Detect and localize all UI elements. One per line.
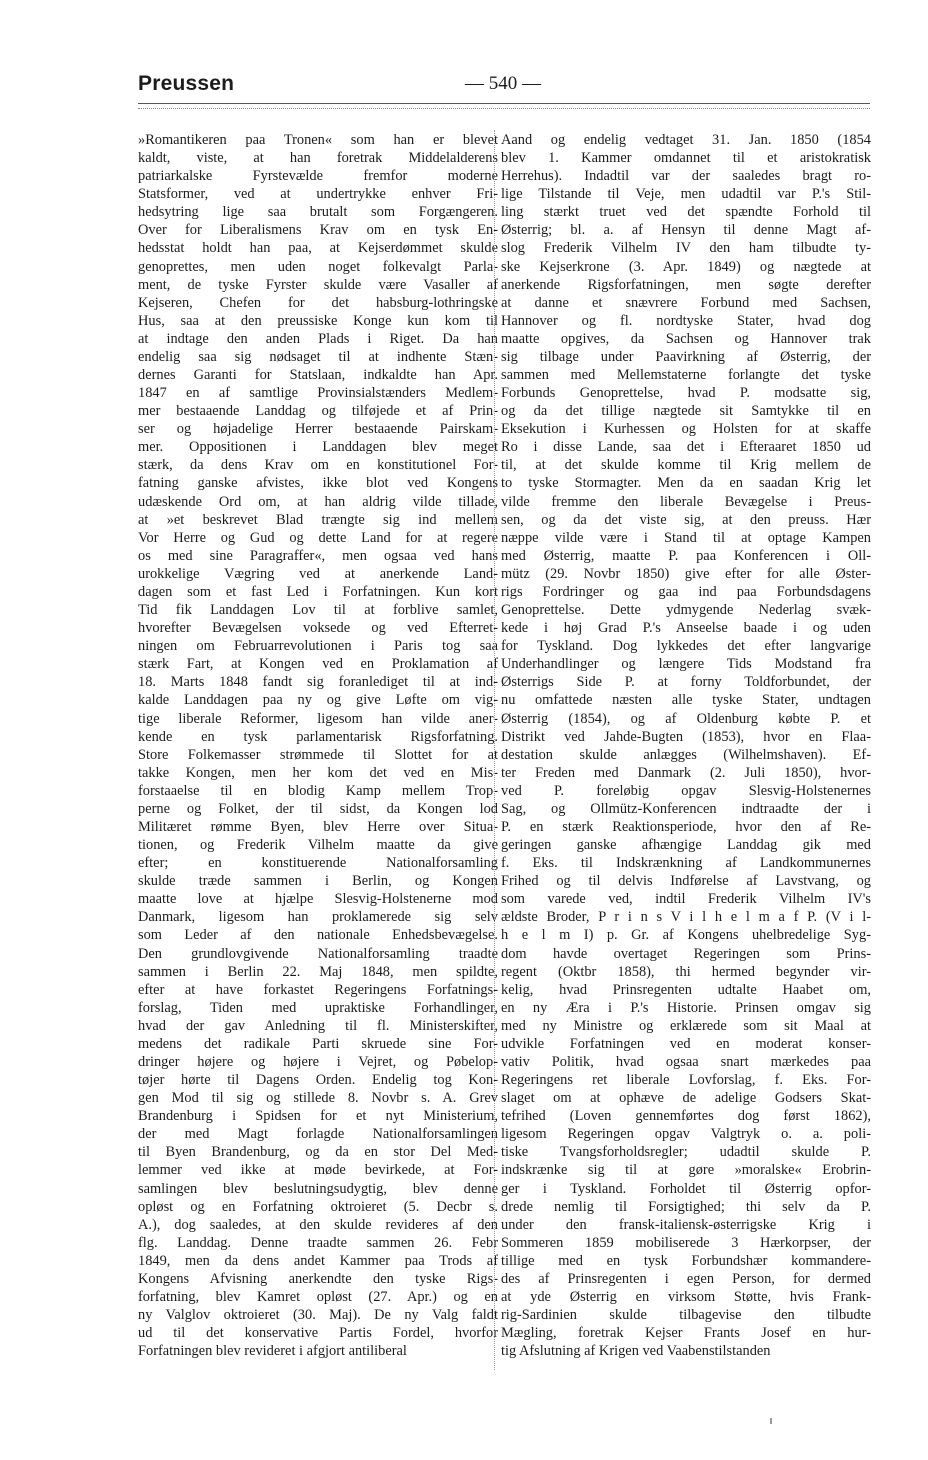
text-line: forstaaelse til en blodig Kamp mellem Trop- <box>138 782 498 799</box>
text-line: patriarkalske Fyrstevælde fremfor moderne <box>138 168 498 185</box>
text-line: ældste Broder, P r i n s V i l h e l m a f P. (V i l- <box>501 909 871 926</box>
text-line: slog Frederik Vilhelm IV den ham tilbudte ty- <box>501 240 871 257</box>
text-line: kalde Landdagen paa ny og give Løfte om vig- <box>138 692 498 709</box>
text-line: efter at have forkastet Regeringens Forfatnings- <box>138 981 498 998</box>
text-line: medens det radikale Parti skruede sine For- <box>138 1035 498 1052</box>
text-line: som Leder af den nationale Enhedsbevægelse. <box>138 927 498 944</box>
text-line: blev 1. Kammer omdannet til et aristokratisk <box>501 150 871 167</box>
text-line: os med sine Paragraffer«, men ogsaa ved hans <box>138 547 498 564</box>
text-line: opløst og en Forfatning oktroieret (5. Decbr s. <box>138 1198 498 1215</box>
text-line: samlingen blev beslutningsudygtig, blev denne <box>138 1180 498 1197</box>
text-line: des af Prinsregenten i egen Person, for dermed <box>501 1270 871 1287</box>
text-line: tionen, og Frederik Vilhelm maatte da give <box>138 837 498 854</box>
text-line: Over for Liberalismens Krav om en tysk En- <box>138 222 498 239</box>
text-line: A.), dog saaledes, at den skulde revideres af den <box>138 1216 498 1233</box>
text-line: gen Mod til sig og stillede 8. Novbr s. A. Grev <box>138 1090 498 1107</box>
text-line: ger i Tyskland. Forholdet til Østerrig opfor- <box>501 1180 871 1197</box>
text-line: hvorefter Bevægelsen voksede og ved Efterret- <box>138 620 498 637</box>
text-line: ment, de tyske Fyrster skulde være Vasaller af <box>138 276 498 293</box>
text-line: dom havde overtaget Regeringen som Prins- <box>501 945 871 962</box>
text-line: anerkende Rigsforfatningen, men søgte derefter <box>501 276 871 293</box>
text-line: Vor Herre og Gud og dette Land for at regere <box>138 529 498 546</box>
text-line: drede nemlig til Forsigtighed; thi selv da P. <box>501 1198 871 1215</box>
text-line: geringen ganske afhængige Landdag gik med <box>501 837 871 854</box>
text-line: ud til det konservative Partis Fordel, hvorfor <box>138 1325 498 1342</box>
text-line: h e l m I) p. Gr. af Kongens uhelbredelige Syg- <box>501 927 871 944</box>
text-line: ske Kejserkrone (3. Apr. 1849) og nægtede at <box>501 258 871 275</box>
running-head <box>138 70 870 102</box>
text-line: genoprettes, men uden noget folkevalgt Parla- <box>138 258 498 275</box>
text-line: »Romantikeren paa Tronen« som han er blevet <box>138 132 498 148</box>
text-line: ter Freden med Danmark (2. Juli 1850), hvor- <box>501 764 871 781</box>
text-line: stærk Fart, at Kongen ved en Proklamation af <box>138 656 498 673</box>
text-line: P. en stærk Reaktionsperiode, hvor den af Re- <box>501 818 871 835</box>
text-line: til Byen Brandenburg, og da en stor Del Med- <box>138 1144 498 1161</box>
text-line: ling stærkt truet ved det spændte Forhold til <box>501 204 871 221</box>
text-line: indskrænke sig til at gøre »moralske« Erobrin- <box>501 1162 871 1179</box>
text-line: der med Magt forlagde Nationalforsamlingen <box>138 1126 498 1143</box>
text-line: Genoprettelse. Dette ydmygende Nederlag svæk- <box>501 602 871 619</box>
text-line: mer bestaaende Landdag og tilføjede et af Prin- <box>138 403 498 420</box>
header-rule-dotted <box>138 108 870 109</box>
text-line: regent (Oktbr 1858), thi hermed begynder vir- <box>501 963 871 980</box>
text-line: næppe vilde være i Stand til at optage Kampen <box>501 529 871 546</box>
text-line: Aand og endelig vedtaget 31. Jan. 1850 (1854 <box>501 132 871 148</box>
text-line: hedsytring lige saa brutalt som Forgængeren. <box>138 204 498 221</box>
text-line: maatte love at hjælpe Slesvig-Holstenerne mod <box>138 891 498 908</box>
text-line: destation skulde anlægges (Wilhelmshaven). Ef- <box>501 746 871 763</box>
text-line: vativ Politik, hvad ogsaa snart mærkedes paa <box>501 1053 871 1070</box>
text-line: sig tilbage under Paavirkning af Østerrig, der <box>501 348 871 365</box>
text-line: kende en tysk parlamentarisk Rigsforfatning. <box>138 728 498 745</box>
text-line: under den fransk-italiensk-østerrigske Krig i <box>501 1216 871 1233</box>
text-line: Forfatningen blev revideret i afgjort antiliberal <box>138 1343 407 1360</box>
text-line: lige Tilstande til Veje, men udadtil var P.'s Stil- <box>501 186 871 203</box>
text-line: Mægling, foretrak Kejser Frants Josef en hur- <box>501 1325 871 1342</box>
text-line: og da det tillige nægtede sit Samtykke til en <box>501 403 871 420</box>
text-line: til, at det skulde komme til Krig mellem de <box>501 457 871 474</box>
text-line: forslag, Tiden med upraktiske Forhandlinger, <box>138 999 498 1016</box>
text-line: Ro i disse Lande, saa det i Efteraaret 1850 ud <box>501 439 871 456</box>
page-title: Preussen <box>138 72 235 95</box>
text-line: mer. Oppositionen i Landdagen blev meget <box>138 439 498 456</box>
text-line: Brandenburg i Spidsen for et nyt Ministerium, <box>138 1108 498 1125</box>
text-line: tige liberale Reformer, ligesom han vilde aner- <box>138 710 498 727</box>
text-line: Hus, saa at den preussiske Konge kun kom til <box>138 312 498 329</box>
text-line: ser og højadelige Herrer bestaaende Pairskam- <box>138 421 498 438</box>
text-line: Hannover og fl. nordtyske Stater, hvad dog <box>501 312 871 329</box>
text-line: med Østerrig, maatte P. paa Konferencen i Oll- <box>501 547 871 564</box>
text-line: Østerrig (1854), og af Oldenburg købte P. et <box>501 710 871 727</box>
text-line: Eksekution i Kurhessen og Holsten for at skaffe <box>501 421 871 438</box>
text-line: Kongens Afvisning anerkendte den tyske Rigs- <box>138 1270 498 1287</box>
text-line: vilde fremme den liberale Bevægelse i Preus- <box>501 493 871 510</box>
text-line: ny Valglov oktroieret (30. Maj). De ny Valg faldt <box>138 1307 498 1324</box>
text-line: Forbunds Genoprettelse, hvad P. modsatte sig, <box>501 385 871 402</box>
text-line: Sommeren 1859 mobiliserede 3 Hærkorpser, der <box>501 1234 871 1251</box>
text-line: at indtage den anden Plads i Riget. Da han <box>138 330 498 347</box>
text-line: Militæret rømme Byen, blev Herre over Situa- <box>138 818 498 835</box>
text-line: f. Eks. til Indskrænkning af Landkommunernes <box>501 855 871 872</box>
text-line: tig Afslutning af Krigen ved Vaabenstilstanden <box>501 1343 771 1360</box>
text-line: Østerrig; bl. a. af Hensyn til denne Magt af- <box>501 222 871 239</box>
text-line: Tid fik Landdagen Lov til at forblive samlet, <box>138 602 498 619</box>
text-line: skulde træde sammen i Berlin, og Kongen <box>138 873 498 890</box>
text-line: kelig, hvad Prinsregenten udtalte Haabet om, <box>501 981 871 998</box>
text-line: Store Folkemasser strømmede til Slottet for at <box>138 746 498 763</box>
text-line: Regeringens ret liberale Lovforslag, f. Eks. For- <box>501 1072 871 1089</box>
text-line: udæskende Ord om, at han aldrig vilde tillade, <box>138 493 498 510</box>
text-line: nu omfattede næsten alle tyske Stater, undtagen <box>501 692 871 709</box>
page-mark <box>770 1418 772 1424</box>
text-line: stærk, da dens Krav om en konstitutionel For- <box>138 457 498 474</box>
text-line: perne og Folket, der til sidst, da Kongen lod <box>138 800 498 817</box>
text-line: en ny Æra i P.'s Historie. Prinsen omgav sig <box>501 999 871 1016</box>
text-line: Danmark, ligesom han proklamerede sig selv <box>138 909 498 926</box>
text-line: flg. Landdag. Denne traadte sammen 26. Febr <box>138 1234 498 1251</box>
text-line: at danne et snævrere Forbund med Sachsen, <box>501 294 871 311</box>
text-line: Underhandlinger og længere Tids Modstand fra <box>501 656 871 673</box>
text-line: tiske Tvangsforholdsregler; udadtil skulde P. <box>501 1144 871 1161</box>
text-line: forfatning, blev Kamret opløst (27. Apr.) og en <box>138 1289 498 1305</box>
text-line: for Tyskland. Dog lykkedes det efter langvarige <box>501 638 871 655</box>
text-line: Østerrigs Side P. at forny Toldforbundet, der <box>501 674 871 691</box>
text-line: sen, og da det viste sig, at den preuss. Hær <box>501 511 871 528</box>
page-number: — 540 — <box>465 73 541 94</box>
text-line: tøjer hørte til Dagens Orden. Endelig tog Kon- <box>138 1072 498 1089</box>
column-divider <box>494 130 495 1370</box>
text-line: Statsformer, ved at undertrykke enhver Fri- <box>138 186 498 203</box>
text-line: sammen med Mellemstaterne forlangte det tyske <box>501 367 871 384</box>
text-line: ved P. foreløbig opgav Slesvig-Holstenernes <box>501 782 871 799</box>
text-line: at yde Østerrig en virksom Støtte, hvis Frank- <box>501 1289 871 1305</box>
text-line: to tyske Stormagter. Men da en saadan Krig let <box>501 475 871 492</box>
text-line: dernes Garanti for Statslaan, indkaldte han Apr. <box>138 367 498 384</box>
text-line: at »et beskrevet Blad trængte sig ind mellem <box>138 511 498 528</box>
text-line: dagen som et fast Led i Forfatningen. Kun kort <box>138 583 498 600</box>
text-line: rigs Fordringer og gaa ind paa Forbundsdagens <box>501 583 871 600</box>
text-line: slaget om at ophæve de adelige Godsers Skat- <box>501 1090 871 1107</box>
text-line: Frihed og til delvis Indførelse af Lavstvang, og <box>501 873 871 890</box>
text-line: med ny Ministre og erklærede som sit Maal at <box>501 1017 871 1034</box>
text-line: lemmer ved ikke at møde bevirkede, at For- <box>138 1162 498 1179</box>
text-line: ligesom Regeringen opgav Valgtryk o. a. poli- <box>501 1126 871 1143</box>
header-rule <box>138 103 870 104</box>
text-line: efter; en konstituerende Nationalforsamling <box>138 855 498 872</box>
text-line: kede i høj Grad P.'s Anseelse baade i og uden <box>501 620 871 637</box>
text-line: Den grundlovgivende Nationalforsamling traadte <box>138 945 498 962</box>
text-line: sammen i Berlin 22. Maj 1848, men spildte, <box>138 963 498 980</box>
text-line: endelig saa sig nødsaget til at indhente Stæn- <box>138 348 498 365</box>
text-line: 18. Marts 1848 fandt sig foranlediget til at ind- <box>138 674 498 691</box>
text-line: udvikle Forfatningen ved en moderat konser- <box>501 1035 871 1052</box>
text-line: maatte opgives, da Sachsen og Hannover trak <box>501 330 871 347</box>
text-line: rig-Sardinien skulde tilbagevise den tilbudte <box>501 1307 871 1324</box>
left-column <box>138 131 498 1360</box>
text-line: Herrehus). Indadtil var der saaledes bragt ro- <box>501 168 871 185</box>
text-line: hedsstat holdt han paa, at Kejserdømmet skulde <box>138 240 498 257</box>
right-column <box>501 131 871 1360</box>
text-line: Distrikt ved Jahde-Bugten (1853), hvor en Flaa- <box>501 728 871 745</box>
text-line: ningen om Februarrevolutionen i Paris tog saa <box>138 638 498 655</box>
text-line: tillige med en tysk Forbundshær kommandere- <box>501 1252 871 1269</box>
text-line: 1849, men da dens andet Kammer paa Trods af <box>138 1252 498 1269</box>
text-line: Kejseren, Chefen for det habsburg-lothringske <box>138 294 498 311</box>
text-line: hvad der gav Anledning til fl. Ministerskifter, <box>138 1017 498 1034</box>
text-line: urokkelige Vægring ved at anerkende Land- <box>138 565 498 582</box>
text-line: kaldt, viste, at han foretrak Middelalderens <box>138 150 498 167</box>
text-line: takke Kongen, men her kom det ved en Mis- <box>138 764 498 781</box>
text-line: tefrihed (Loven gennemførtes dog først 1862), <box>501 1108 871 1125</box>
text-line: som varede ved, indtil Frederik Vilhelm IV's <box>501 891 871 908</box>
text-line: dringer højere og højere i Vejret, og Pøbelop- <box>138 1053 498 1070</box>
text-line: Sag, og Ollmütz-Konferencen indtraadte der i <box>501 800 871 817</box>
text-line: mütz (29. Novbr 1850) give efter for alle Øster- <box>501 565 871 582</box>
text-line: fatning ganske afvistes, ikke blot ved Kongens <box>138 475 498 492</box>
text-line: 1847 en af samtlige Provinsialstænders Medlem- <box>138 385 498 402</box>
